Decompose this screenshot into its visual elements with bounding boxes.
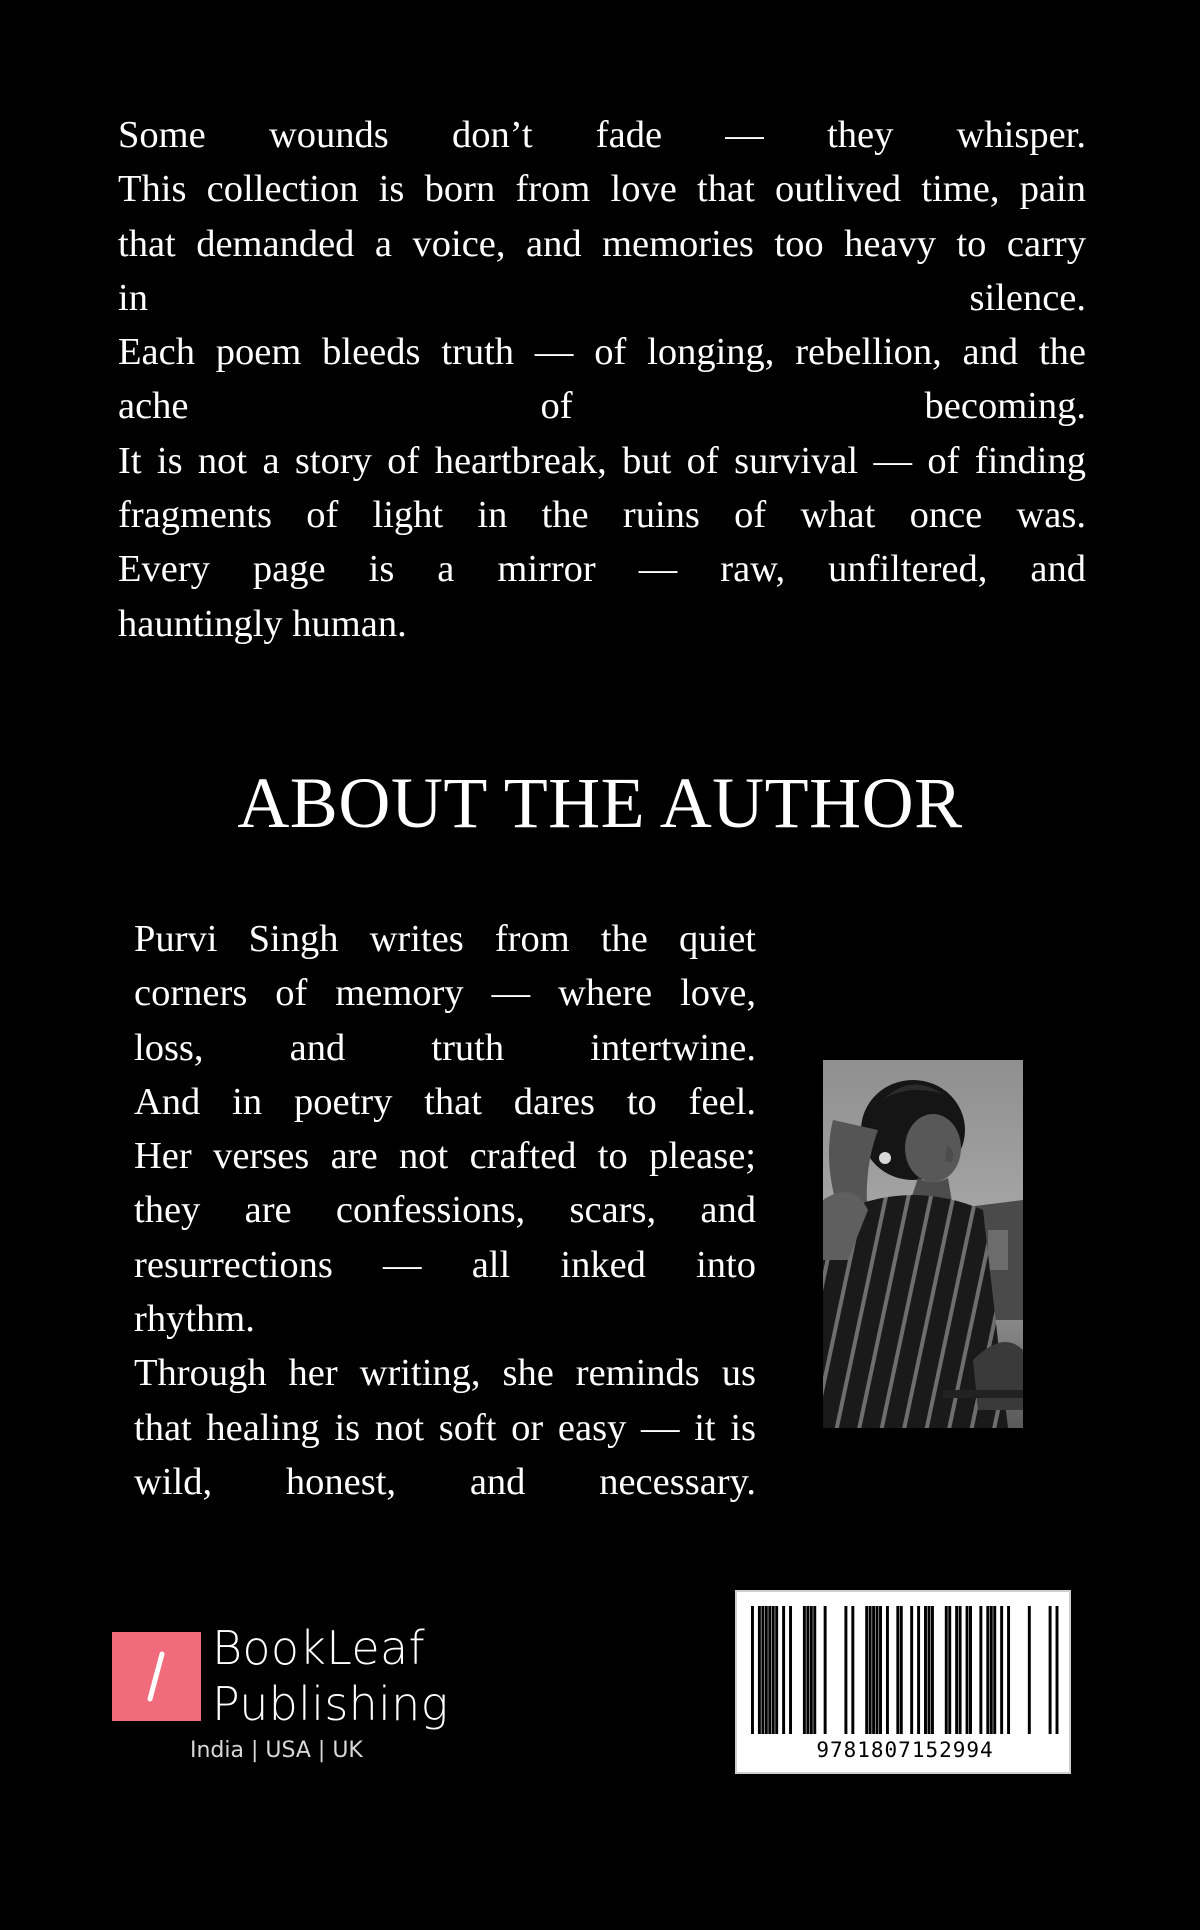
barcode-bar <box>758 1606 761 1734</box>
barcode-bar <box>979 1606 982 1734</box>
bio-line: Purvi Singh writes from the quiet <box>134 918 756 960</box>
barcode-bar <box>768 1606 771 1734</box>
bio-line: Her verses are not crafted to please; <box>134 1135 756 1178</box>
bio-line: they are confessions, scars, and <box>134 1189 756 1232</box>
bookleaf-logo-icon <box>112 1632 201 1721</box>
barcode-bar <box>782 1606 785 1734</box>
barcode-bar <box>775 1606 778 1734</box>
barcode-bar <box>824 1606 827 1734</box>
barcode-bar <box>1028 1606 1031 1734</box>
barcode-bar <box>896 1606 899 1734</box>
barcode-bar <box>813 1606 816 1734</box>
barcode-bar <box>879 1606 882 1734</box>
bio-line: corners of memory — where love, <box>134 972 756 1015</box>
bio-line: rhythm. <box>134 1298 255 1341</box>
barcode-bar <box>751 1606 754 1734</box>
barcode-bar <box>948 1606 951 1734</box>
bio-line: wild, honest, and necessary. <box>134 1460 756 1503</box>
blurb-line: Every page is a mirror — raw, unfiltered, and <box>118 548 1086 591</box>
barcode-bar <box>869 1606 872 1734</box>
bio-line: And in poetry that dares to feel. <box>134 1080 756 1123</box>
barcode-bar <box>1049 1606 1052 1734</box>
barcode-bar <box>969 1606 972 1734</box>
isbn-barcode <box>735 1590 1071 1774</box>
blurb-line: ache of becoming. <box>118 385 1086 428</box>
blurb-line: fragments of light in the ruins of what once was. <box>118 494 1086 537</box>
bio-line: that healing is not soft or easy — it is <box>134 1406 756 1449</box>
barcode-bar <box>803 1606 806 1734</box>
blurb-line: in silence. <box>118 276 1086 319</box>
publisher-name-line1: BookLeaf <box>212 1621 425 1675</box>
barcode-bar <box>886 1606 889 1734</box>
back-cover-blurb <box>118 108 1086 651</box>
isbn-number: 9781807152994 <box>816 1738 994 1762</box>
barcode-bar <box>924 1606 927 1734</box>
barcode-bar <box>872 1606 875 1734</box>
barcode-bar <box>927 1606 930 1734</box>
barcode-bar <box>844 1606 847 1734</box>
publisher-name <box>212 1620 449 1732</box>
publisher-regions: India | USA | UK <box>190 1738 363 1763</box>
bio-line: Through her writing, she reminds us <box>134 1352 756 1395</box>
barcode-bar <box>789 1606 792 1734</box>
barcode-bar <box>959 1606 962 1734</box>
barcode-bars <box>751 1606 1059 1734</box>
barcode-bar <box>910 1606 913 1734</box>
barcode-bar <box>945 1606 948 1734</box>
blurb-line: that demanded a voice, and memories too heavy to carry <box>118 222 1086 265</box>
blurb-line: Some wounds don’t fade — they whisper. <box>118 114 1086 156</box>
barcode-bar <box>772 1606 775 1734</box>
barcode-bar <box>865 1606 868 1734</box>
barcode-bar <box>990 1606 993 1734</box>
barcode-bar <box>765 1606 768 1734</box>
barcode-bar <box>966 1606 969 1734</box>
barcode-bar <box>761 1606 764 1734</box>
blurb-line: hauntingly human. <box>118 602 407 645</box>
barcode-bar <box>1056 1606 1059 1734</box>
barcode-bar <box>1000 1606 1003 1734</box>
blurb-line: Each poem bleeds truth — of longing, rebellion, and the <box>118 331 1086 374</box>
barcode-bar <box>806 1606 809 1734</box>
barcode-bar <box>851 1606 854 1734</box>
barcode-bar <box>986 1606 989 1734</box>
barcode-bar <box>931 1606 934 1734</box>
bio-line: resurrections — all inked into <box>134 1243 756 1286</box>
author-bio <box>134 912 756 1509</box>
bio-line: loss, and truth intertwine. <box>134 1026 756 1069</box>
barcode-bar <box>917 1606 920 1734</box>
barcode-bar <box>876 1606 879 1734</box>
barcode-bar <box>993 1606 996 1734</box>
blurb-line: It is not a story of heartbreak, but of survival — of finding <box>118 439 1086 482</box>
barcode-bar <box>955 1606 958 1734</box>
barcode-bar <box>810 1606 813 1734</box>
barcode-bar <box>1007 1606 1010 1734</box>
about-the-author-heading: ABOUT THE AUTHOR <box>237 763 963 843</box>
publisher-name-line2: Publishing <box>212 1677 449 1731</box>
barcode-bar <box>900 1606 903 1734</box>
blurb-line: This collection is born from love that outlived time, pain <box>118 168 1086 211</box>
author-photo <box>823 1060 1023 1428</box>
